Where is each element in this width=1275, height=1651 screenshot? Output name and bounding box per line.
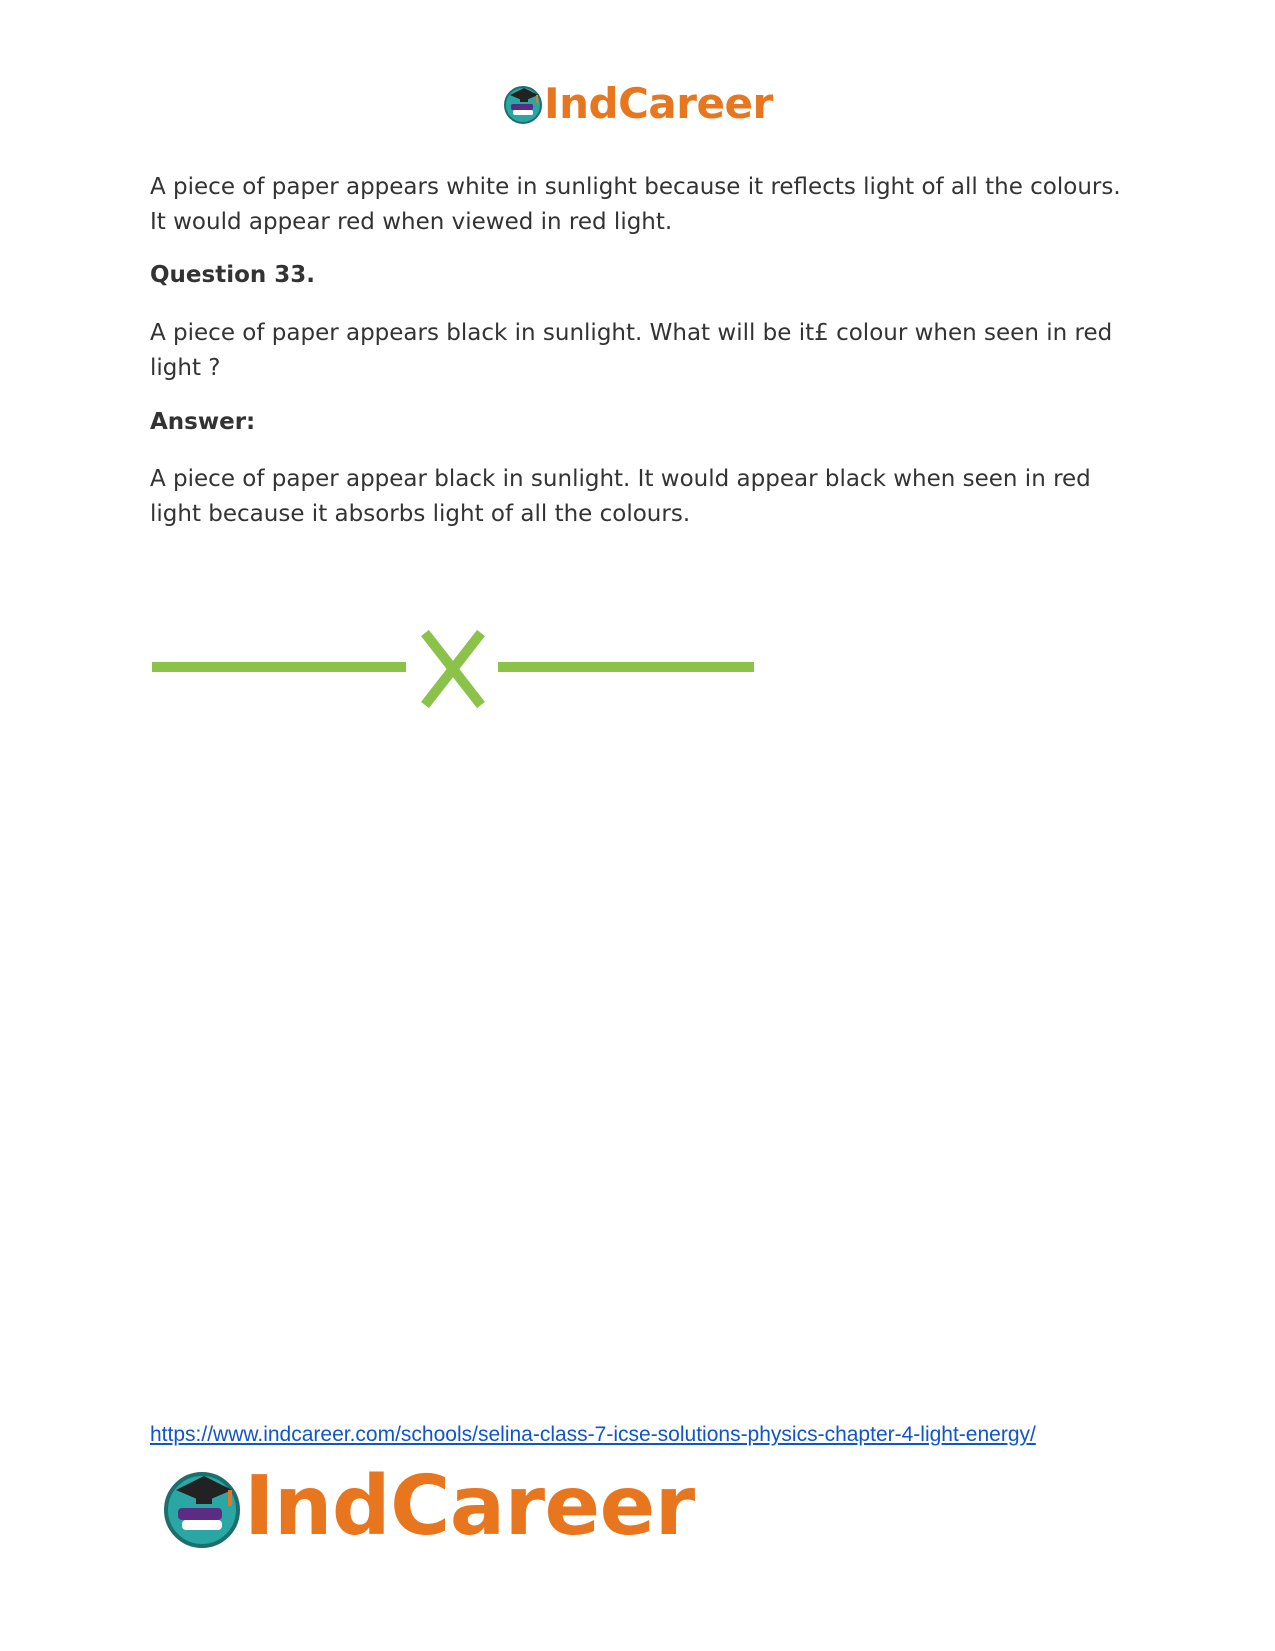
footer-logo bbox=[160, 1458, 695, 1554]
close-icon bbox=[425, 633, 481, 705]
paragraph: A piece of paper appears white in sunlight because it reflects light of all the colours. It would appear red when viewed in red light. bbox=[150, 174, 1121, 235]
logo-wordmark: IndCareer bbox=[544, 78, 773, 128]
graduation-cap-globe-icon bbox=[502, 82, 544, 124]
logo-wordmark: IndCareer bbox=[244, 1458, 695, 1554]
answer-heading: Answer: bbox=[150, 409, 256, 435]
graduation-cap-globe-icon bbox=[160, 1464, 244, 1548]
answer-text: A piece of paper appear black in sunlight. It would appear black when seen in red light because it absorbs light of all the colours. bbox=[150, 466, 1091, 527]
section-divider bbox=[150, 630, 756, 710]
source-link[interactable]: https://www.indcareer.com/schools/selina-class-7-icse-solutions-physics-chapter-4-light-energy/ bbox=[150, 1423, 1036, 1446]
question-heading: Question 33. bbox=[150, 262, 316, 288]
header-logo bbox=[502, 80, 773, 126]
question-text: A piece of paper appears black in sunlight. What will be it£ colour when seen in red light ? bbox=[150, 320, 1113, 381]
